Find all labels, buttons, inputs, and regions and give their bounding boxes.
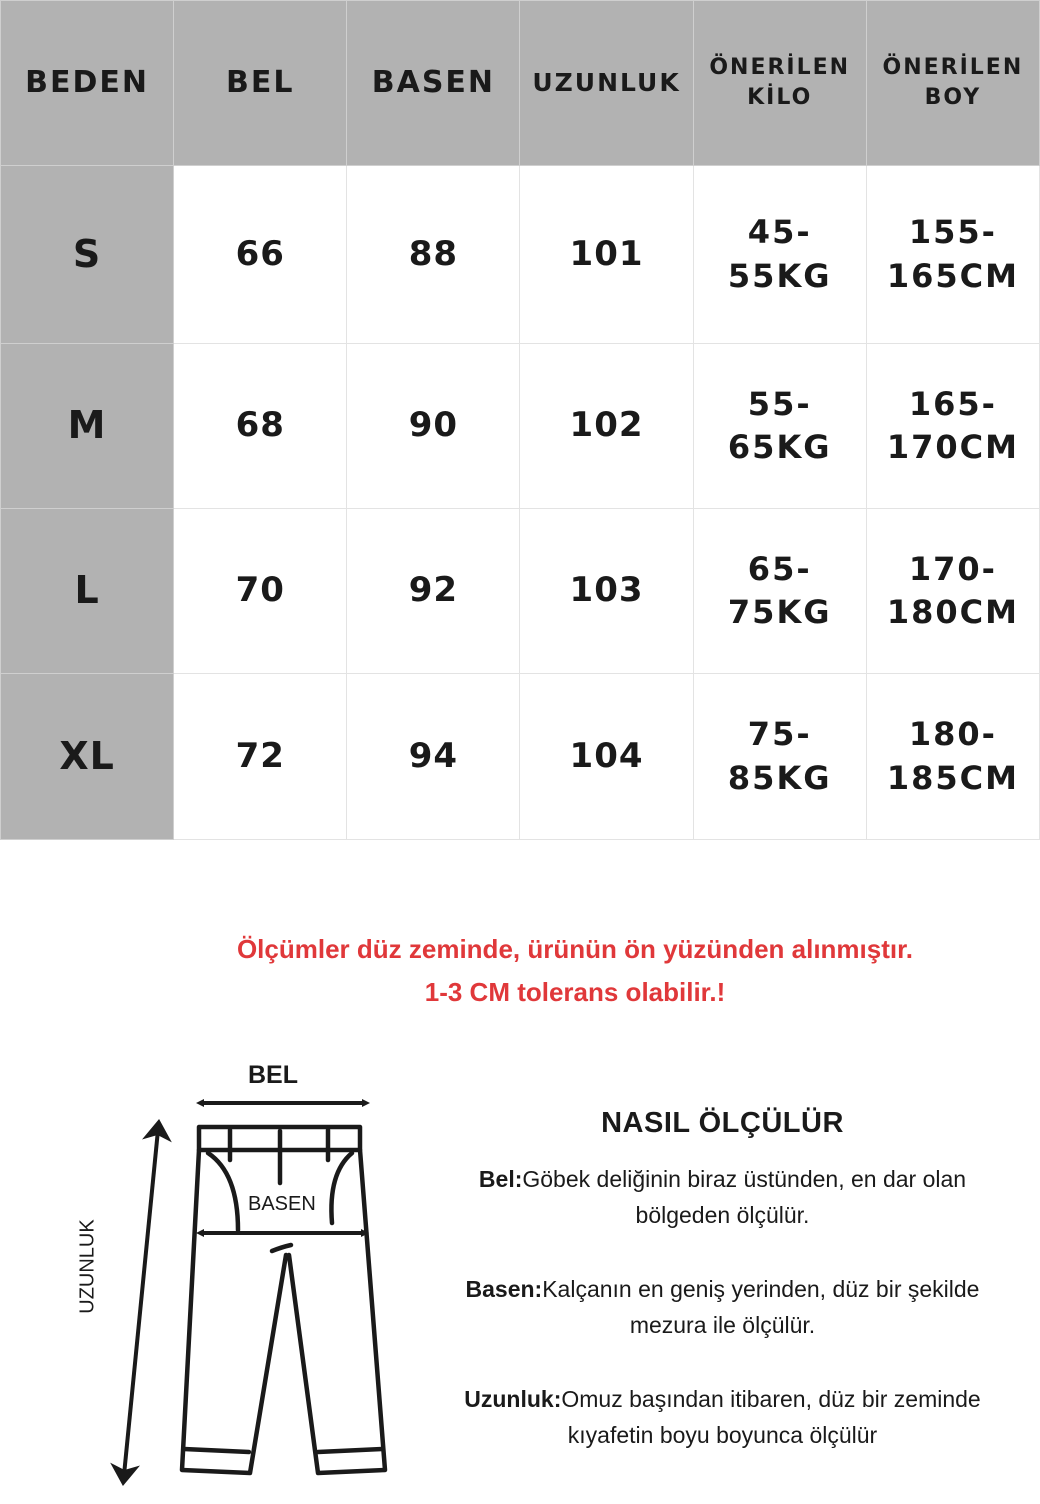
weight-cell (693, 166, 866, 344)
weight-from: 65- (747, 549, 812, 588)
table-header (1, 1, 1040, 166)
hip-cell: 94 (347, 674, 520, 840)
height-from: 155- (908, 213, 997, 252)
weight-to: 85KG (727, 758, 832, 797)
table-row (1, 166, 1040, 344)
instruction-term: Uzunluk: (464, 1386, 562, 1412)
instruction-term: Basen: (465, 1276, 543, 1302)
weight-cell (693, 509, 866, 674)
size-cell: M (1, 344, 174, 509)
pants-outline (182, 1127, 385, 1473)
header-recommended-weight (693, 1, 866, 166)
how-to-measure (440, 1105, 1005, 1491)
how-to-measure-title: NASIL ÖLÇÜLÜR (601, 1107, 844, 1139)
pants-outline-icon (60, 1055, 420, 1500)
waist-cell: 68 (174, 344, 347, 509)
header-height-line2: BOY (924, 85, 982, 110)
weight-to: 55KG (727, 256, 832, 295)
hip-cell: 88 (347, 166, 520, 344)
waist-cell: 70 (174, 509, 347, 674)
size-cell: XL (1, 674, 174, 840)
weight-cell (693, 344, 866, 509)
height-from: 180- (908, 715, 997, 754)
height-from: 165- (908, 384, 997, 423)
length-cell: 102 (520, 344, 693, 509)
height-to: 165CM (886, 256, 1019, 295)
height-cell (866, 509, 1039, 674)
weight-from: 55- (747, 384, 812, 423)
hip-cell: 90 (347, 344, 520, 509)
height-from: 170- (908, 549, 997, 588)
size-cell: L (1, 509, 174, 674)
header-weight-line1: ÖNERİLEN (709, 55, 851, 81)
length-cell: 104 (520, 674, 693, 840)
weight-from: 75- (747, 715, 812, 754)
measurement-notice (110, 928, 1040, 1014)
weight-to: 65KG (727, 428, 832, 466)
instruction-text: Göbek deliğinin biraz üstünden, en dar olan bölgeden ölçülür. (522, 1166, 967, 1228)
header-recommended-height (866, 1, 1039, 166)
height-cell (866, 166, 1039, 344)
notice-line-2: 1-3 CM tolerans olabilir.! (424, 977, 726, 1007)
size-cell: S (1, 166, 174, 344)
header-row (1, 1, 1040, 166)
waist-cell: 72 (174, 674, 347, 840)
height-to: 185CM (886, 758, 1019, 797)
height-cell (866, 344, 1039, 509)
instruction-length (440, 1381, 1005, 1453)
table-body (1, 166, 1040, 840)
weight-cell (693, 674, 866, 840)
instruction-text: Omuz başından itibaren, düz bir zeminde kıyafetin boyu boyunca ölçülür (561, 1386, 981, 1448)
header-size: BEDEN (1, 1, 174, 166)
weight-from: 45- (747, 213, 812, 252)
waist-label: BEL (248, 1061, 298, 1089)
pants-diagram (60, 1055, 420, 1500)
table-row (1, 674, 1040, 840)
table-row (1, 509, 1040, 674)
instruction-hip (440, 1271, 1005, 1343)
instruction-waist (440, 1161, 1005, 1233)
length-cell: 101 (520, 166, 693, 344)
hip-cell: 92 (347, 509, 520, 674)
header-length: UZUNLUK (520, 1, 693, 166)
header-hip: BASEN (347, 1, 520, 166)
height-to: 180CM (886, 593, 1019, 631)
hip-label: BASEN (248, 1193, 316, 1215)
instruction-term: Bel: (478, 1166, 523, 1192)
table-row (1, 344, 1040, 509)
header-weight-line2: KİLO (747, 85, 813, 110)
header-height-line1: ÖNERİLEN (882, 55, 1024, 81)
header-waist: BEL (174, 1, 347, 166)
length-label: UZUNLUK (76, 1219, 99, 1314)
weight-to: 75KG (727, 593, 832, 631)
length-arrow (124, 1130, 158, 1475)
length-cell: 103 (520, 509, 693, 674)
height-to: 170CM (886, 428, 1019, 466)
notice-line-1: Ölçümler düz zeminde, ürünün ön yüzünden alınmıştır. (236, 934, 914, 964)
waist-cell: 66 (174, 166, 347, 344)
height-cell (866, 674, 1039, 840)
instruction-text: Kalçanın en geniş yerinden, düz bir şekilde mezura ile ölçülür. (542, 1276, 980, 1338)
